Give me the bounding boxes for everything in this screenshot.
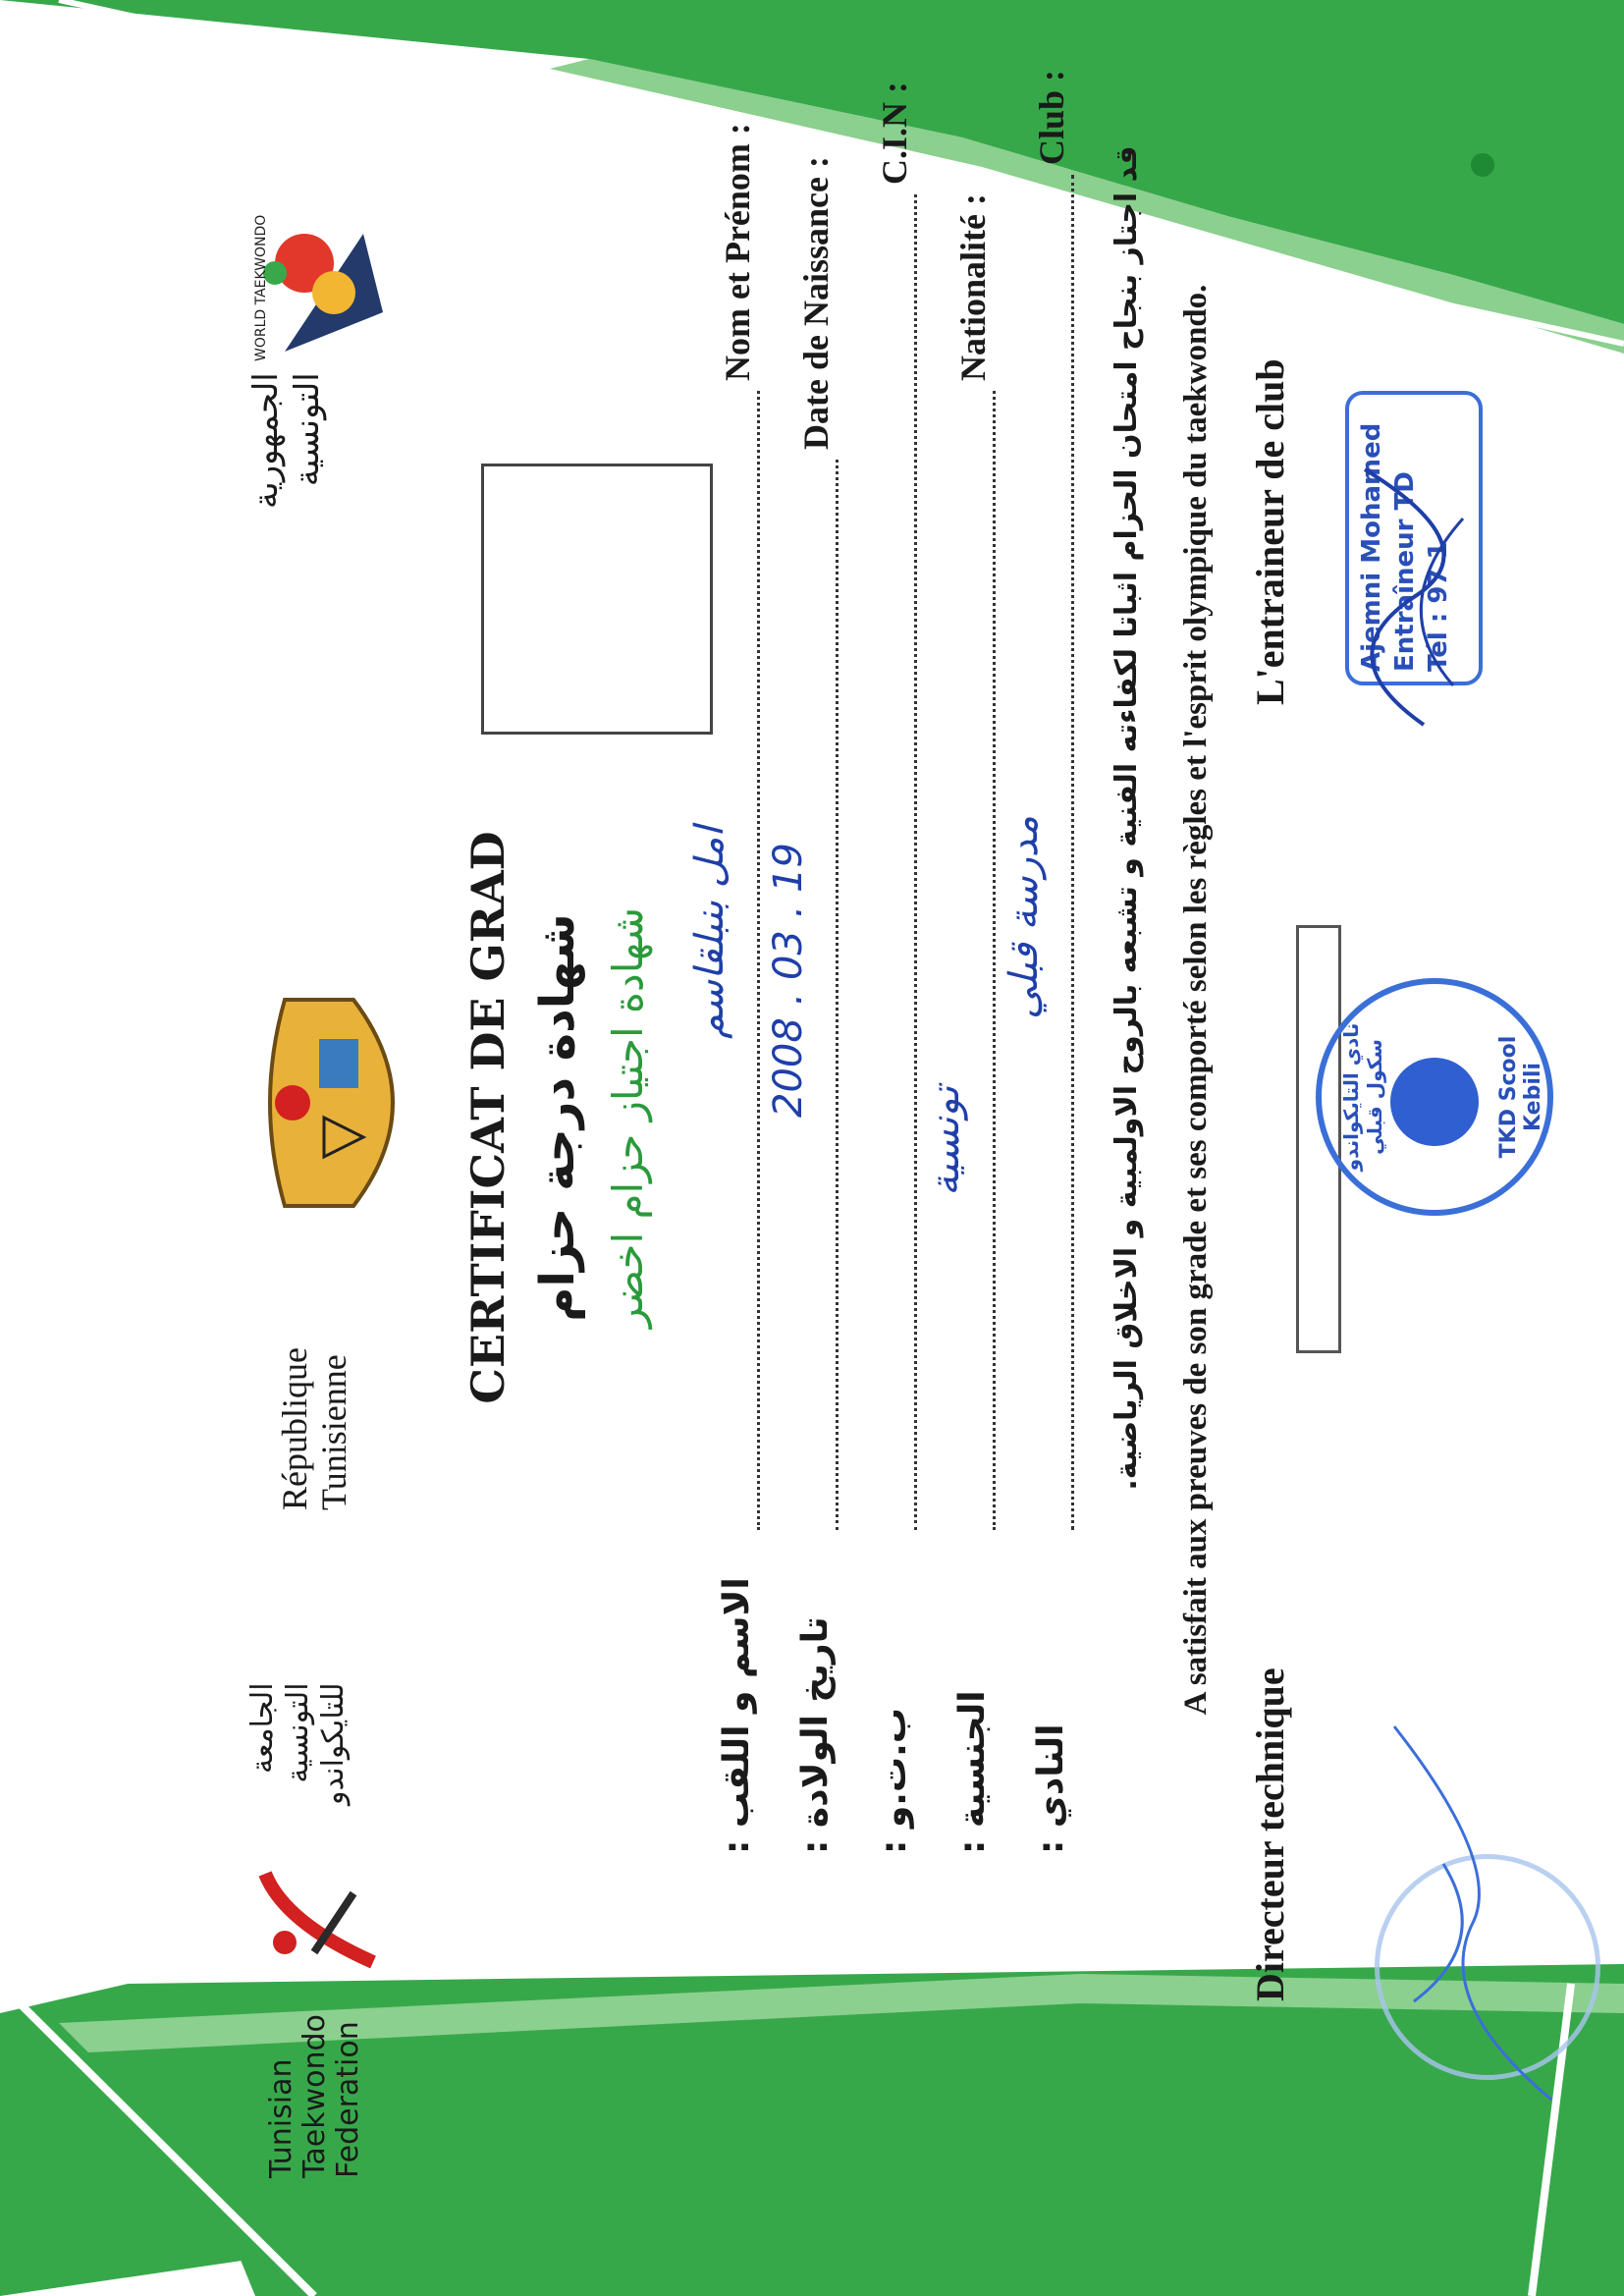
federation-en-line3: Federation xyxy=(331,2021,365,2178)
field-label-fr: Nationalité : xyxy=(953,193,993,381)
title-arabic: شهادة درجة حزام xyxy=(530,913,585,1322)
republic-arabic xyxy=(245,372,328,509)
club-stamp-emblem-icon xyxy=(1390,1058,1479,1146)
federation-arabic xyxy=(245,1682,352,1805)
director-signature xyxy=(1355,1707,1571,2119)
coach-stamp-role: Entraîneur TD xyxy=(1390,471,1420,672)
field-label-ar: الاسم و اللقب : xyxy=(717,1577,757,1854)
field-label-fr: Nom et Prénom : xyxy=(718,123,757,381)
subtitle-arabic: شهادة اجتياز حزام اخضر xyxy=(604,906,652,1329)
field-label-ar: الجنسية : xyxy=(952,1690,993,1854)
republic-ar-line2: التونسية xyxy=(288,372,327,487)
republic-fr-line2: Tunisienne xyxy=(314,1354,353,1510)
field-value: 2008 . 03 . 19 xyxy=(766,843,811,1118)
coach-signature xyxy=(1306,450,1522,744)
field-dots xyxy=(879,194,917,1530)
statement-arabic: قد اجتاز بنجاح امتحان الحزام اثباتا لكفاءته الفنية و تشبعه بالروح الاولمبية و الاخلاق الرياضية. xyxy=(1110,145,1144,1491)
federation-en-line2: Taekwondo xyxy=(298,2014,332,2178)
field-label-ar: تاريخ الولادة : xyxy=(795,1616,836,1854)
coach-signature-label: L'entraineur de club xyxy=(1248,358,1292,705)
federation-english xyxy=(265,2014,365,2178)
field-label-fr: C.I.N : xyxy=(875,82,914,185)
field-value: تونسية xyxy=(923,1085,968,1196)
field-value: مدرسة قبلي xyxy=(1001,815,1047,1019)
tunisia-coat-of-arms-icon xyxy=(265,990,422,1216)
director-signature-label: Directeur technique xyxy=(1248,1667,1292,2001)
coach-stamp-name: Ajemni Mohamed xyxy=(1357,422,1386,672)
field-label-ar: النادي : xyxy=(1031,1723,1071,1854)
federation-ar-line2: التونسية xyxy=(281,1682,315,1783)
club-stamp-ring-text: TKD Scool Kebili xyxy=(1496,1035,1545,1159)
field-dots xyxy=(957,391,996,1530)
federation-en-line1: Tunisian xyxy=(264,2058,298,2178)
club-stamp xyxy=(1316,978,1553,1216)
republic-fr-line1: République xyxy=(275,1347,314,1510)
federation-ar-line3: للتايكواندو xyxy=(316,1682,351,1805)
world-taekwondo-logo-icon xyxy=(245,194,422,371)
world-tkd-text: WORLD TAEKWONDO xyxy=(253,214,269,361)
republic-ar-line1: الجمهورية xyxy=(246,372,286,509)
republic-french xyxy=(275,1347,353,1510)
club-stamp-arabic: نادي التايكواندو سكول قبلي xyxy=(1339,1022,1386,1172)
federation-logo-icon xyxy=(245,1854,393,1982)
field-label-fr: Date de Naissance : xyxy=(796,156,836,450)
field-value: امل بنبلقاسم xyxy=(687,826,732,1039)
photo-placeholder xyxy=(481,464,713,735)
field-label-fr: Club : xyxy=(1032,69,1071,165)
federation-ar-line1: الجامعة xyxy=(245,1682,280,1774)
field-label-ar: ب.ت.و : xyxy=(874,1707,914,1854)
statement-french: A satisfait aux preuves de son grade et ses comporté selon les règles et l'esprit olympique du taekwondo. xyxy=(1178,284,1214,1716)
title-french: CERTIFICAT DE GRAD xyxy=(461,831,514,1404)
coach-stamp-phone: Tél : 97 1 xyxy=(1424,541,1453,672)
